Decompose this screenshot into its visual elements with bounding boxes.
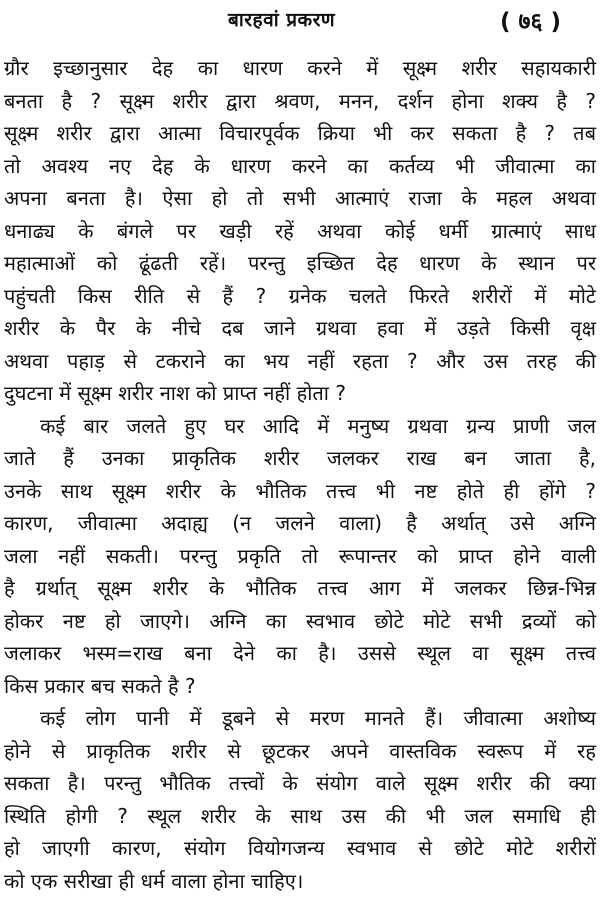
page-header	[0, 4, 600, 40]
text-line: कई बार जलते हुए घर आदि में मनुष्य ग्रथवा ग्रन्य प्राणी जल	[40, 413, 596, 438]
text-line: किस प्रकार बच सकते है ?	[4, 673, 196, 698]
text-line: हो जाएगी कारण, संयोग वियोगजन्य स्वभाव से छोटे मोटे शरीरों	[4, 836, 596, 860]
text-line: धनाढ्य के बंगले पर खड़ी रहें अथवा कोई धर्मी ग्रात्माएं साध	[4, 218, 596, 243]
text-line: सकता है। परन्तु भौतिक तत्त्वों के संयोग वाले सूक्ष्म शरीर की क्या	[4, 771, 596, 795]
text-line: तो अवश्य नए देह के धारण करने का कर्तव्य भी जीवात्मा का	[4, 153, 596, 178]
chapter-title: बारहवां प्रकरण	[228, 9, 336, 31]
text-line: ग्रौर इच्छानुसार देह का धारण करने में सूक्ष्म शरीर सहायकारी	[4, 56, 596, 80]
text-line: उनके साथ सूक्ष्म शरीर के भौतिक तत्त्व भी नष्ट होते ही होंगे ?	[4, 478, 596, 503]
text-line: जाते हैं उनका प्राकृतिक शरीर जलकर राख बन जाता है,	[4, 446, 596, 470]
text-line: स्थिति होगी ? स्थूल शरीर के साथ उस की भी जल समाधि ही	[4, 803, 596, 828]
text-line: कारण, जीवात्मा अदाह्य (न जलने वाला) है अर्थात् उसे अग्नि	[4, 511, 596, 535]
text-line: जला नहीं सकती। परन्तु प्रकृति तो रूपान्तर को प्राप्त होने वाली	[4, 543, 596, 568]
text-line: है ग्रर्थात् सूक्ष्म शरीर के भौतिक तत्त्व आग में जलकर छिन्न-भिन्न	[4, 576, 596, 600]
text-line: कई लोग पानी में डूबने से मरण मानते हैं। जीवात्मा अशोष्य	[40, 706, 596, 730]
text-line: जलाकर भस्म=राख बना देने का है। उससे स्थूल वा सूक्ष्म तत्त्व	[4, 641, 596, 665]
text-line: होकर नष्ट हो जाएगे। अग्नि का स्वभाव छोटे मोटे सभी द्रव्यों को	[4, 608, 596, 633]
text-line: दुघटना में सूक्ष्म शरीर नाश को प्राप्त नहीं होता ?	[4, 381, 346, 405]
text-line: होने से प्राकृतिक शरीर से छूटकर अपने वास्तविक स्वरूप में रह	[4, 738, 596, 763]
text-line: सूक्ष्म शरीर द्वारा आत्मा विचारपूर्वक क्रिया भी कर सकता है ? तब	[4, 121, 596, 145]
text-line: पहुंचती किस रीति से हैं ? ग्रनेक चलते फिरते शरीरों में मोटे	[4, 283, 596, 308]
text-line: को एक सरीखा ही धर्म वाला होना चाहिए।	[4, 868, 304, 893]
text-line: अपना बनता है। ऐसा हो तो सभी आत्माएं राजा के महल अथवा	[4, 186, 596, 210]
text-line: बनता है ? सूक्ष्म शरीर द्वारा श्रवण, मनन, दर्शन होना शक्य है ?	[4, 88, 596, 113]
page-number: ( ७६ )	[500, 9, 561, 35]
text-line: महात्माओं को ढूंढती रहें। परन्तु इच्छित देह धारण के स्थान पर	[4, 251, 596, 275]
text-line: शरीर के पैर के नीचे दब जाने ग्रथवा हवा में उड़ते किसी वृक्ष	[4, 316, 596, 340]
text-line: अथवा पहाड़ से टकराने का भय नहीं रहता ? और उस तरह की	[4, 348, 596, 373]
